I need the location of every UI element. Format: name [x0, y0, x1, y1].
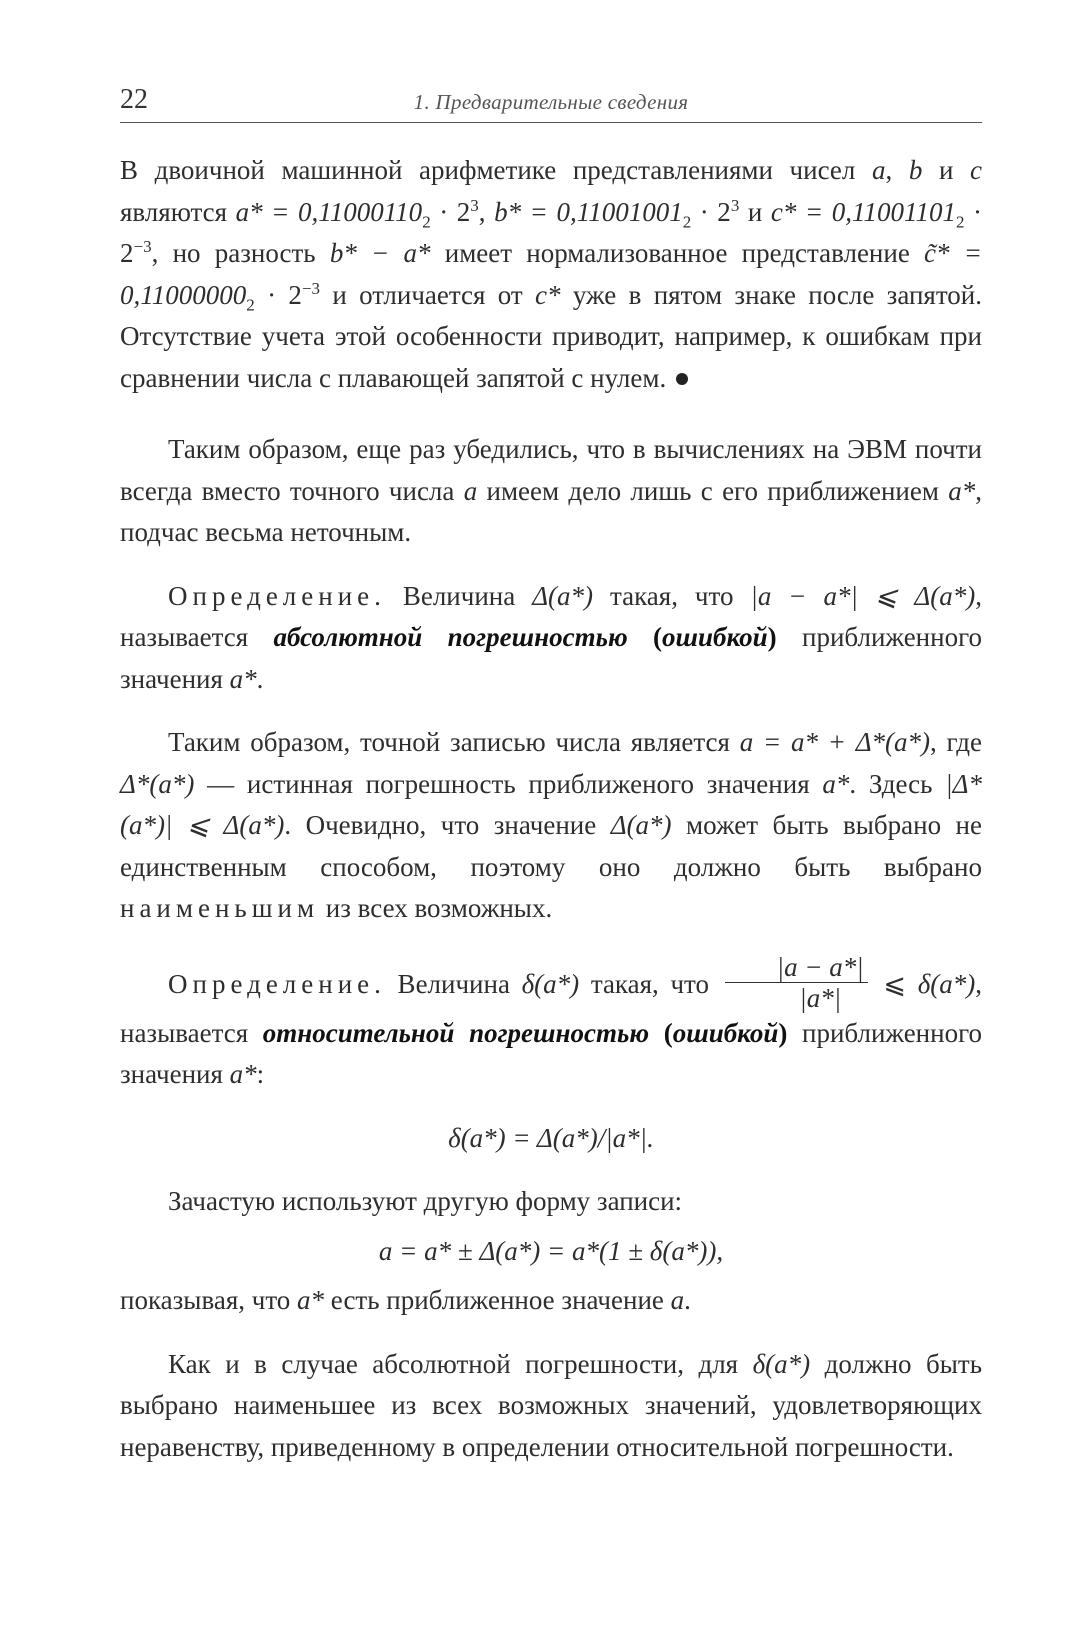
term-relative-error: относительной погрешностью	[262, 1017, 650, 1048]
paragraph-relative-choice: Как и в случае абсолютной погрешности, для δ(a*) должно быть выбрано наименьшее из всех возможных значений, удовлетворяющих неравенству, приведенному в определении относительной погрешности.	[120, 1348, 983, 1462]
definition-absolute-error: Определение. Величина Δ(a*) такая, что |a − a*| ⩽ Δ(a*), называется абсолютной погрешностью (ошибкой) приближенного значения a*.	[120, 580, 982, 694]
formula-alt-notation: a = a* ± Δ(a*) = a*(1 ± δ(a*)),	[378, 1235, 724, 1266]
page-header	[120, 84, 982, 123]
paragraph-showing: показывая, что a* есть приближенное значение a.	[120, 1285, 691, 1315]
paragraph-alt-notation: Зачастую используют другую форму записи:	[168, 1186, 683, 1216]
definition-relative-error: Определение. Величина δ(a*) такая, что $\frac{|a - a*|}{|a*|}$ ⩽ δ(a*), называется относительной погрешностью (ошибкой) приближенного значения a*:	[120, 951, 982, 1089]
running-title: 1. Предварительные сведения	[413, 90, 689, 114]
relative-error-fraction: $\frac{|a - a*|}{|a*|}$	[725, 952, 868, 1013]
page-number: 22	[120, 84, 148, 115]
term-absolute-error: абсолютной погрешностью	[273, 622, 628, 652]
paragraph-summary: Таким образом, еще раз убедились, что в вычислениях на ЭВМ почти всегда вместо точного числа a имеем дело лишь с его приближением a*, подчас весьма неточным.	[120, 434, 982, 547]
page-body	[120, 150, 982, 1468]
end-of-example-bullet-icon	[676, 373, 688, 385]
paragraph-example-end: В двоичной машинной арифметике представлениями чисел a, b и c являются $a* = 0,11000110_2 \cdot 2^3$, $b* = 0,11001001_2 \cdot 2^3$ и $c* = 0,11001101_2 \cdot 2^{-3}$, но разность b* − a* имеет нормализованное представление c̃* = $0,11000000_2 \cdot 2^{-3}$ и отличается от c* уже в пятом знаке после запятой. Отсутствие учета этой особенности приводит, например, к ошибкам при сравнении числа с плавающей запятой с нулем.	[120, 155, 983, 393]
formula-relative-error: δ(a*) = Δ(a*)/|a*|.	[448, 1122, 654, 1153]
paragraph-true-error: Таким образом, точной записью числа является a = a* + Δ*(a*), где Δ*(a*) — истинная погрешность приближеного значения a*. Здесь |Δ*(a*)| ⩽ Δ(a*). Очевидно, что значение Δ(a*) может быть выбрано не единственным способом, поэтому оно должно быть выбрано наименьшим из всех возможных.	[120, 727, 983, 923]
